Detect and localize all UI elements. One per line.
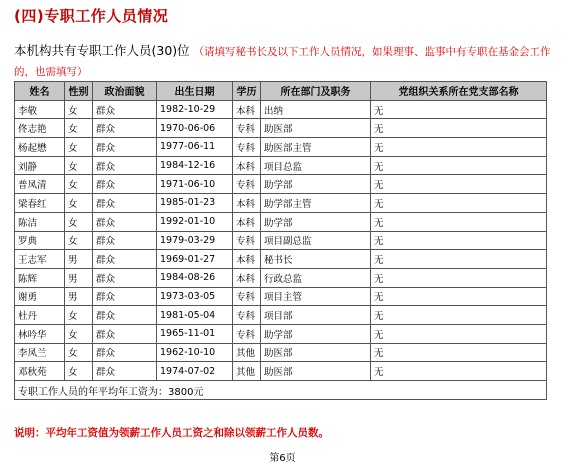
table-row: [15, 287, 547, 306]
table-row: [15, 324, 547, 343]
political-status-cell: 群众: [93, 194, 157, 213]
name-cell: 佟志艳: [15, 119, 65, 138]
party-branch-cell: 无: [371, 324, 547, 343]
birth-date-cell: 1969-01-27: [157, 250, 233, 269]
birth-date-cell: 1977-06-11: [157, 138, 233, 157]
gender-cell: 女: [65, 194, 93, 213]
gender-cell: 女: [65, 119, 93, 138]
department-cell: 助医部: [261, 362, 371, 381]
education-cell: 专科: [233, 175, 261, 194]
education-cell: 专科: [233, 138, 261, 157]
column-header-political-status: 政治面貌: [93, 82, 157, 101]
party-branch-cell: 无: [371, 306, 547, 325]
party-branch-cell: 无: [371, 156, 547, 175]
education-cell: 本科: [233, 156, 261, 175]
average-salary-text: 专职工作人员的年平均年工资为：3800元: [15, 381, 547, 400]
department-cell: 行政总监: [261, 268, 371, 287]
department-cell: 秘书长: [261, 250, 371, 269]
name-cell: 杨起懋: [15, 138, 65, 157]
birth-date-cell: 1982-10-29: [157, 100, 233, 119]
staff-intro: [14, 41, 559, 82]
gender-cell: 女: [65, 212, 93, 231]
name-cell: 李敬: [15, 100, 65, 119]
column-header-birth-date: 出生日期: [157, 82, 233, 101]
name-cell: 王志军: [15, 250, 65, 269]
name-cell: 林吟华: [15, 324, 65, 343]
birth-date-cell: 1984-12-16: [157, 156, 233, 175]
political-status-cell: 群众: [93, 119, 157, 138]
party-branch-cell: 无: [371, 119, 547, 138]
gender-cell: 女: [65, 324, 93, 343]
name-cell: 李凤兰: [15, 343, 65, 362]
political-status-cell: 群众: [93, 138, 157, 157]
political-status-cell: 群众: [93, 250, 157, 269]
political-status-cell: 群众: [93, 324, 157, 343]
department-cell: 项目总监: [261, 156, 371, 175]
party-branch-cell: 无: [371, 362, 547, 381]
education-cell: 其他: [233, 343, 261, 362]
department-cell: 出纳: [261, 100, 371, 119]
education-cell: 本科: [233, 250, 261, 269]
section-title: (四)专职工作人员情况: [14, 7, 169, 25]
party-branch-cell: 无: [371, 194, 547, 213]
education-cell: 专科: [233, 306, 261, 325]
political-status-cell: 群众: [93, 268, 157, 287]
gender-cell: 女: [65, 138, 93, 157]
birth-date-cell: 1974-07-02: [157, 362, 233, 381]
birth-date-cell: 1985-01-23: [157, 194, 233, 213]
party-branch-cell: 无: [371, 175, 547, 194]
education-cell: 本科: [233, 268, 261, 287]
gender-cell: 女: [65, 100, 93, 119]
name-cell: 刘静: [15, 156, 65, 175]
table-row: [15, 175, 547, 194]
party-branch-cell: 无: [371, 343, 547, 362]
party-branch-cell: 无: [371, 138, 547, 157]
fill-instruction-note: （请填写秘书长及以下工作人员情况，如果理事、监事中有专职在基金会工作的，也需填写）: [14, 46, 551, 78]
education-cell: 本科: [233, 212, 261, 231]
birth-date-cell: 1973-03-05: [157, 287, 233, 306]
education-cell: 本科: [233, 194, 261, 213]
party-branch-cell: 无: [371, 268, 547, 287]
political-status-cell: 群众: [93, 100, 157, 119]
political-status-cell: 群众: [93, 306, 157, 325]
birth-date-cell: 1992-01-10: [157, 212, 233, 231]
table-row: [15, 119, 547, 138]
table-row: [15, 194, 547, 213]
birth-date-cell: 1979-03-29: [157, 231, 233, 250]
table-row: [15, 362, 547, 381]
political-status-cell: 群众: [93, 231, 157, 250]
party-branch-cell: 无: [371, 250, 547, 269]
birth-date-cell: 1971-06-10: [157, 175, 233, 194]
average-salary-row: [15, 381, 547, 400]
party-branch-cell: 无: [371, 231, 547, 250]
staff-table-body: [15, 100, 547, 380]
table-row: [15, 138, 547, 157]
column-header-department: 所在部门及职务: [261, 82, 371, 101]
department-cell: 助学部: [261, 175, 371, 194]
gender-cell: 女: [65, 343, 93, 362]
education-cell: 专科: [233, 119, 261, 138]
gender-cell: 男: [65, 287, 93, 306]
party-branch-cell: 无: [371, 287, 547, 306]
column-header-party-branch: 党组织关系所在党支部名称: [371, 82, 547, 101]
political-status-cell: 群众: [93, 175, 157, 194]
department-cell: 项目主管: [261, 287, 371, 306]
table-row: [15, 212, 547, 231]
name-cell: 梁春红: [15, 194, 65, 213]
table-row: [15, 343, 547, 362]
table-row: [15, 250, 547, 269]
gender-cell: 男: [65, 250, 93, 269]
department-cell: 项目副总监: [261, 231, 371, 250]
education-cell: 其他: [233, 362, 261, 381]
birth-date-cell: 1981-05-04: [157, 306, 233, 325]
staff-count-text: 本机构共有专职工作人员(30)位: [14, 43, 190, 58]
party-branch-cell: 无: [371, 100, 547, 119]
table-row: [15, 306, 547, 325]
political-status-cell: 群众: [93, 343, 157, 362]
gender-cell: 女: [65, 156, 93, 175]
party-branch-cell: 无: [371, 212, 547, 231]
table-row: [15, 231, 547, 250]
column-header-name: 姓名: [15, 82, 65, 101]
political-status-cell: 群众: [93, 212, 157, 231]
table-row: [15, 156, 547, 175]
table-row: [15, 268, 547, 287]
name-cell: 罗典: [15, 231, 65, 250]
department-cell: 助医部: [261, 343, 371, 362]
department-cell: 项目部: [261, 306, 371, 325]
gender-cell: 男: [65, 268, 93, 287]
name-cell: 陈洁: [15, 212, 65, 231]
political-status-cell: 群众: [93, 362, 157, 381]
column-header-gender: 性别: [65, 82, 93, 101]
birth-date-cell: 1970-06-06: [157, 119, 233, 138]
name-cell: 普凤清: [15, 175, 65, 194]
department-cell: 助学部: [261, 324, 371, 343]
political-status-cell: 群众: [93, 156, 157, 175]
education-cell: 专科: [233, 287, 261, 306]
gender-cell: 女: [65, 306, 93, 325]
name-cell: 陈辉: [15, 268, 65, 287]
page-number: 第6页: [269, 453, 296, 464]
gender-cell: 女: [65, 231, 93, 250]
political-status-cell: 群众: [93, 287, 157, 306]
name-cell: 杜丹: [15, 306, 65, 325]
education-cell: 本科: [233, 100, 261, 119]
birth-date-cell: 1984-08-26: [157, 268, 233, 287]
birth-date-cell: 1962-10-10: [157, 343, 233, 362]
department-cell: 助学部主管: [261, 194, 371, 213]
department-cell: 助学部: [261, 212, 371, 231]
name-cell: 谢勇: [15, 287, 65, 306]
birth-date-cell: 1965-11-01: [157, 324, 233, 343]
education-cell: 专科: [233, 231, 261, 250]
gender-cell: 女: [65, 175, 93, 194]
column-header-education: 学历: [233, 82, 261, 101]
gender-cell: 女: [65, 362, 93, 381]
department-cell: 助医部: [261, 119, 371, 138]
staff-table: [14, 81, 547, 400]
name-cell: 邓秋苑: [15, 362, 65, 381]
table-row: [15, 100, 547, 119]
education-cell: 专科: [233, 324, 261, 343]
department-cell: 助医部主管: [261, 138, 371, 157]
table-header-row: [15, 82, 547, 101]
explanation-note: 说明：平均年工资值为领薪工作人员工资之和除以领薪工作人员数。: [14, 427, 329, 439]
